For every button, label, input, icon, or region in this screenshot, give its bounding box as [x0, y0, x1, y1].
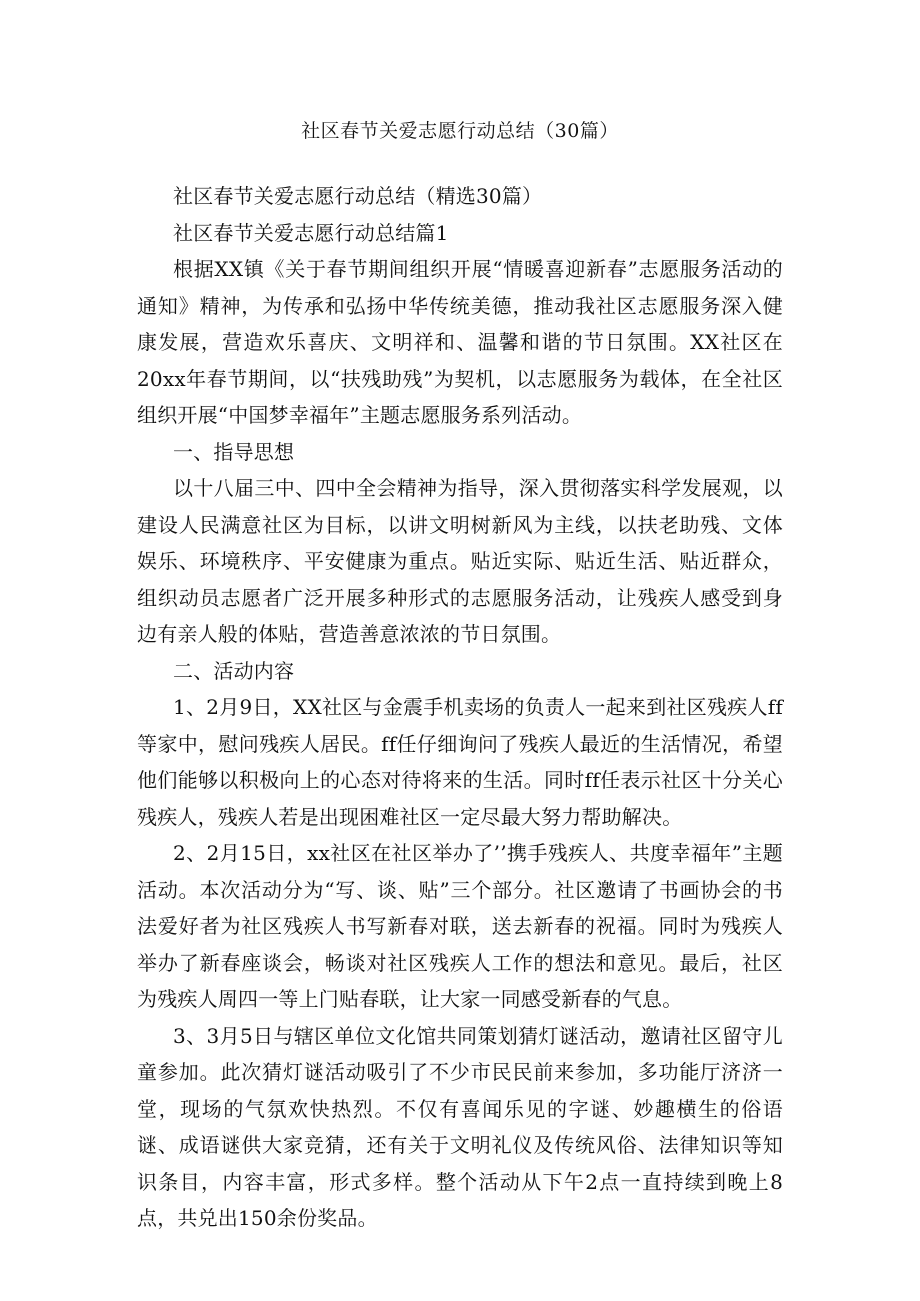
heading-guiding-ideology: 一、指导思想 [173, 439, 295, 464]
heading-activity-content: 二、活动内容 [173, 658, 295, 683]
guiding-ideology-paragraph: 以十八届三中、四中全会精神为指导，深入贯彻落实科学发展观，以建设人民满意社区为目标，以讲文明树新风为主线，以扶老助残、文体娱乐、环境秩序、平安健康为重点。贴近实际、贴近生活、贴近群众，组织动员志愿者广泛开展多种形式的志愿服务活动，让残疾人感受到身边有亲人般的体贴，营造善意浓浓的节日氛围。 [137, 476, 783, 646]
section-heading-article-1: 社区春节关爱志愿行动总结篇1 [173, 220, 449, 245]
activity-item-1: 1、2月9日，XX社区与金震手机卖场的负责人一起来到社区残疾人ff等家中，慰问残疾人居民。ff任仔细询问了残疾人最近的生活情况，希望他们能够以积极向上的心态对待将来的生活。同时ff任表示社区十分关心残疾人，残疾人若是出现困难社区一定尽最大努力帮助解决。 [137, 695, 783, 829]
activity-item-2: 2、2月15日，xx社区在社区举办了’’携手残疾人、共度幸福年”主题活动。本次活动分为“写、谈、贴”三个部分。社区邀请了书画协会的书法爱好者为社区残疾人书写新春对联，送去新春的祝福。同时为残疾人举办了新春座谈会，畅谈对社区残疾人工作的想法和意见。最后，社区为残疾人周四一等上门贴春联，让大家一同感受新春的气息。 [137, 841, 783, 1011]
intro-paragraph: 根据XX镇《关于春节期间组织开展“情暖喜迎新春”志愿服务活动的通知》精神，为传承和弘扬中华传统美德，推动我社区志愿服务深入健康发展，营造欢乐喜庆、文明祥和、温馨和谐的节日氛围。XX社区在20xx年春节期间，以“扶残助残”为契机，以志愿服务为载体，在全社区组织开展“中国梦幸福年”主题志愿服务系列活动。 [137, 257, 783, 427]
subtitle: 社区春节关爱志愿行动总结（精选30篇） [173, 184, 543, 208]
activity-item-3: 3、3月5日与辖区单位文化馆共同策划猜灯谜活动，邀请社区留守儿童参加。此次猜灯谜活动吸引了不少市民民前来参加，多功能厅济济一堂，现场的气氛欢快热烈。不仅有喜闻乐见的字谜、妙趣横生的俗语谜、成语谜供大家竞猜，还有关于文明礼仪及传统风俗、法律知识等知识条目，内容丰富，形式多样。整个活动从下午2点一直持续到晚上8点，共兑出150余份奖品。 [137, 1023, 783, 1230]
document-title: 社区春节关爱志愿行动总结（30篇） [301, 120, 619, 142]
document-body [137, 178, 783, 1237]
